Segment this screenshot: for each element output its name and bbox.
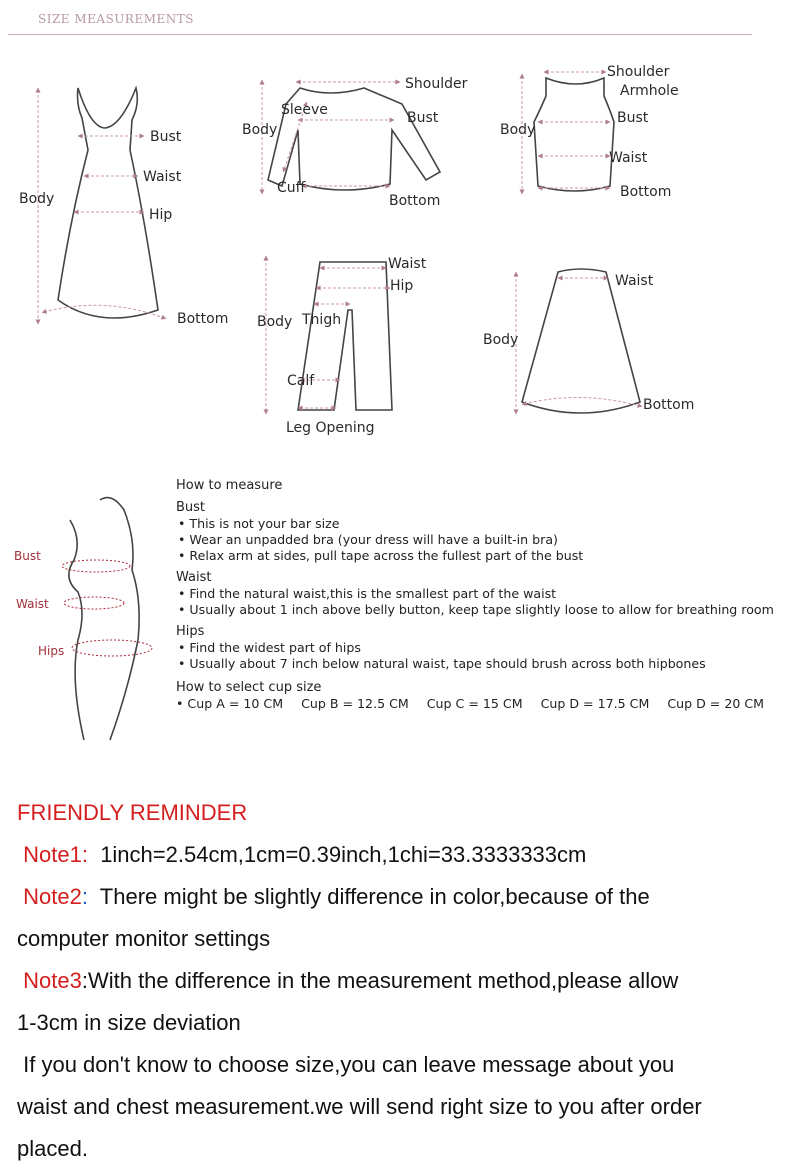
friendly-reminder-section: [17, 800, 792, 1170]
how-to-measure-guide: [176, 478, 791, 712]
note2-label: Note2: [23, 884, 82, 909]
cup-size-item: Cup D = 17.5 CM: [540, 696, 650, 711]
cup-size-list: [176, 696, 791, 712]
note2-text: There might be slightly difference in color,because of the: [99, 884, 650, 909]
pants-diagram: [257, 256, 427, 436]
skirt-diagram: [483, 269, 694, 413]
guide-bust-item: • This is not your bar size: [178, 516, 340, 531]
guide-waist-item: • Usually about 1 inch above belly button, keep tape slightly loose to allow for breathing room: [178, 602, 774, 617]
pants-calf-label: Calf: [287, 373, 315, 389]
vest-armhole-label: Armhole: [620, 83, 679, 99]
note2-colon: :: [81, 884, 88, 909]
jacket-sleeve-label: Sleeve: [281, 102, 328, 118]
note2-continuation: computer monitor settings: [17, 926, 271, 951]
cup-size-item: Cup D = 20 CM: [667, 696, 765, 711]
note3-continuation: 1-3cm in size deviation: [17, 1010, 241, 1035]
vest-shoulder-label: Shoulder: [607, 64, 670, 80]
dress-bottom-label: Bottom: [177, 311, 229, 327]
jacket-bust-label: Bust: [407, 110, 439, 126]
pants-waist-label: Waist: [388, 256, 427, 272]
closing-text: If you don't know to choose size,you can leave message about you: [23, 1052, 675, 1077]
guide-heading: How to measure: [176, 478, 283, 493]
pants-hip-label: Hip: [390, 278, 414, 294]
pants-body-label: Body: [257, 314, 293, 330]
body-figure-diagram: [14, 498, 152, 740]
guide-hips-item: • Usually about 7 inch below natural waist, tape should brush across both hipbones: [178, 656, 706, 671]
pants-leg-opening-label: Leg Opening: [286, 420, 375, 436]
cup-size-item: • Cup A = 10 CM: [176, 696, 284, 711]
vest-bust-label: Bust: [617, 110, 649, 126]
jacket-cuff-label: Cuff: [277, 180, 306, 196]
closing-continuation: waist and chest measurement.we will send right size to you after order: [17, 1094, 702, 1119]
jacket-shoulder-label: Shoulder: [405, 76, 468, 92]
figure-hips-label: Hips: [38, 644, 65, 658]
cup-size-item: Cup C = 15 CM: [426, 696, 523, 711]
dress-waist-label: Waist: [143, 169, 182, 185]
dress-body-label: Body: [19, 191, 55, 207]
vest-body-label: Body: [500, 122, 536, 138]
skirt-body-label: Body: [483, 332, 519, 348]
dress-bust-label: Bust: [150, 129, 182, 145]
guide-bust-title: Bust: [176, 500, 206, 515]
note2-line: [17, 876, 792, 918]
guide-bust-item: • Relax arm at sides, pull tape across the fullest part of the bust: [178, 548, 584, 563]
note1-line: [17, 834, 792, 876]
skirt-waist-label: Waist: [615, 273, 654, 289]
cup-size-item: Cup B = 12.5 CM: [301, 696, 409, 711]
note3-label: Note3: [23, 968, 82, 993]
guide-hips-title: Hips: [176, 624, 205, 639]
vest-diagram: [500, 64, 679, 200]
jacket-diagram: [242, 76, 468, 209]
guide-waist-title: Waist: [176, 570, 212, 585]
page-header-title: SIZE MEASUREMENTS: [38, 12, 194, 26]
note1-label: Note1:: [23, 842, 88, 867]
guide-hips-item: • Find the widest part of hips: [178, 640, 361, 655]
jacket-body-label: Body: [242, 122, 278, 138]
guide-bust-item: • Wear an unpadded bra (your dress will have a built-in bra): [178, 532, 558, 547]
note3-line: [17, 960, 792, 1002]
reminder-title: FRIENDLY REMINDER: [17, 800, 248, 825]
jacket-bottom-label: Bottom: [389, 193, 441, 209]
skirt-bottom-label: Bottom: [643, 397, 695, 413]
vest-waist-label: Waist: [609, 150, 648, 166]
dress-diagram: [19, 88, 228, 327]
figure-bust-label: Bust: [14, 549, 41, 563]
dress-hip-label: Hip: [149, 207, 173, 223]
closing-end: placed.: [17, 1136, 88, 1161]
note3-text: :With the difference in the measurement method,please allow: [81, 968, 679, 993]
vest-bottom-label: Bottom: [620, 184, 672, 200]
closing-line: [17, 1044, 792, 1086]
note1-text: 1inch=2.54cm,1cm=0.39inch,1chi=33.3333333cm: [100, 842, 587, 867]
pants-thigh-label: Thigh: [302, 312, 342, 328]
guide-cup-title: How to select cup size: [176, 680, 322, 695]
figure-waist-label: Waist: [16, 597, 49, 611]
guide-waist-item: • Find the natural waist,this is the smallest part of the waist: [178, 586, 557, 601]
